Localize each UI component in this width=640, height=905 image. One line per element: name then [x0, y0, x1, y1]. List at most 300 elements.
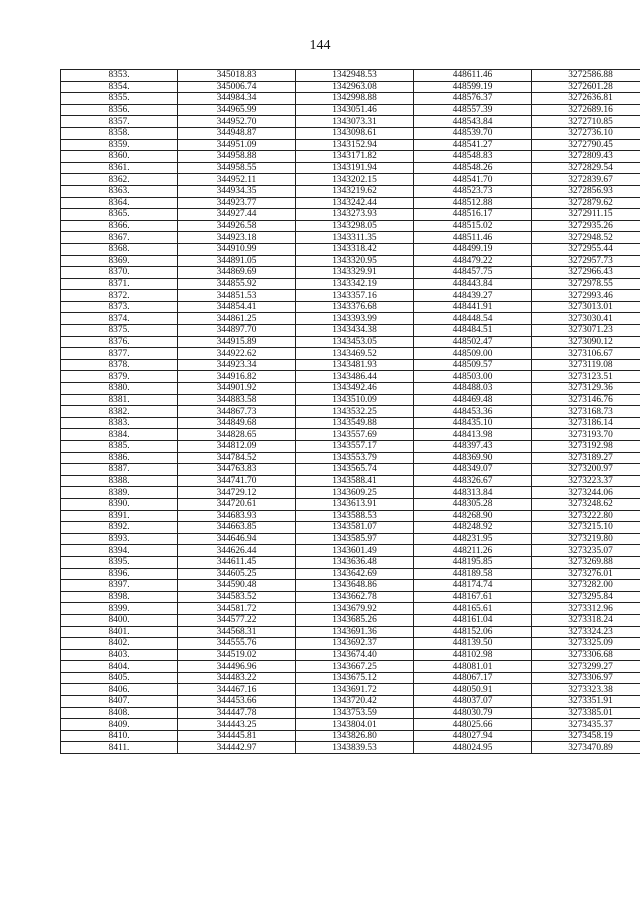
coordinate-cell: 344883.58 — [178, 394, 296, 406]
coordinate-cell: 448443.84 — [414, 278, 532, 290]
coordinate-cell: 344453.66 — [178, 696, 296, 708]
coordinate-cell: 344901.92 — [178, 383, 296, 395]
coordinate-cell: 448488.03 — [414, 383, 532, 395]
coordinate-cell: 3272935.26 — [532, 220, 640, 232]
coordinate-cell: 1343588.41 — [296, 475, 414, 487]
coordinate-cell: 448509.57 — [414, 359, 532, 371]
coordinate-cell: 3272689.16 — [532, 104, 640, 116]
table-row — [61, 556, 640, 568]
point-number-cell: 8365. — [61, 209, 178, 221]
coordinate-cell: 3273215.10 — [532, 522, 640, 534]
table-row — [61, 313, 640, 325]
coordinate-cell: 448543.84 — [414, 116, 532, 128]
coordinate-cell: 344442.97 — [178, 742, 296, 754]
table-row — [61, 290, 640, 302]
table-row — [61, 371, 640, 383]
table-row — [61, 255, 640, 267]
coordinate-cell: 448509.00 — [414, 348, 532, 360]
coordinate-cell: 344555.76 — [178, 638, 296, 650]
coordinate-cell: 448313.84 — [414, 487, 532, 499]
coordinate-cell: 3272911.15 — [532, 209, 640, 221]
coordinate-cell: 3272856.93 — [532, 185, 640, 197]
coordinate-cell: 344948.87 — [178, 127, 296, 139]
point-number-cell: 8396. — [61, 568, 178, 580]
coordinate-cell: 3272966.43 — [532, 267, 640, 279]
coordinate-cell: 344646.94 — [178, 533, 296, 545]
coordinate-cell: 3273189.27 — [532, 452, 640, 464]
coordinate-cell: 1343692.37 — [296, 638, 414, 650]
coordinate-cell: 1343219.62 — [296, 185, 414, 197]
coordinate-cell: 1343839.53 — [296, 742, 414, 754]
table-row — [61, 81, 640, 93]
coordinate-cell: 448516.17 — [414, 209, 532, 221]
table-row — [61, 220, 640, 232]
coordinate-cell: 448511.46 — [414, 232, 532, 244]
coordinate-cell: 448174.74 — [414, 580, 532, 592]
coordinate-cell: 448189.58 — [414, 568, 532, 580]
coordinate-cell: 3272993.46 — [532, 290, 640, 302]
point-number-cell: 8410. — [61, 730, 178, 742]
coordinate-cell: 344496.96 — [178, 661, 296, 673]
coordinate-cell: 448523.73 — [414, 185, 532, 197]
coordinate-cell: 3273385.01 — [532, 707, 640, 719]
point-number-cell: 8404. — [61, 661, 178, 673]
coordinate-cell: 344443.25 — [178, 719, 296, 731]
table-row — [61, 70, 640, 82]
coordinate-cell: 448484.51 — [414, 325, 532, 337]
coordinate-cell: 3273106.67 — [532, 348, 640, 360]
coordinate-cell: 344869.69 — [178, 267, 296, 279]
table-row — [61, 185, 640, 197]
point-number-cell: 8381. — [61, 394, 178, 406]
table-row — [61, 232, 640, 244]
point-number-cell: 8366. — [61, 220, 178, 232]
coordinate-cell: 3273200.97 — [532, 464, 640, 476]
coordinate-cell: 1343191.94 — [296, 162, 414, 174]
coordinate-cell: 3273351.91 — [532, 696, 640, 708]
coordinate-cell: 448557.39 — [414, 104, 532, 116]
coordinate-cell: 3273318.24 — [532, 614, 640, 626]
coordinate-cell: 1342948.53 — [296, 70, 414, 82]
coordinate-cell: 344861.25 — [178, 313, 296, 325]
table-row — [61, 127, 640, 139]
coordinate-cell: 344663.85 — [178, 522, 296, 534]
coordinate-cell: 3273312.96 — [532, 603, 640, 615]
coordinate-cell: 448165.61 — [414, 603, 532, 615]
table-row — [61, 429, 640, 441]
coordinate-cell: 448027.94 — [414, 730, 532, 742]
point-number-cell: 8362. — [61, 174, 178, 186]
coordinate-cell: 3272710.85 — [532, 116, 640, 128]
coordinate-cell: 1343804.01 — [296, 719, 414, 731]
table-row — [61, 359, 640, 371]
coordinate-cell: 344927.44 — [178, 209, 296, 221]
coordinate-cell: 1343242.44 — [296, 197, 414, 209]
point-number-cell: 8378. — [61, 359, 178, 371]
point-number-cell: 8357. — [61, 116, 178, 128]
coordinate-cell: 1343073.31 — [296, 116, 414, 128]
coordinate-cell: 448541.70 — [414, 174, 532, 186]
coordinate-cell: 448599.19 — [414, 81, 532, 93]
coordinate-cell: 3273295.84 — [532, 591, 640, 603]
coordinate-cell: 3273186.14 — [532, 417, 640, 429]
coordinate-cell: 3273223.37 — [532, 475, 640, 487]
page-number: 144 — [309, 38, 331, 53]
point-number-cell: 8397. — [61, 580, 178, 592]
table-row — [61, 719, 640, 731]
coordinate-cell: 344923.77 — [178, 197, 296, 209]
coordinate-cell: 344729.12 — [178, 487, 296, 499]
coordinate-cell: 344952.11 — [178, 174, 296, 186]
point-number-cell: 8356. — [61, 104, 178, 116]
table-row — [61, 614, 640, 626]
table-row — [61, 348, 640, 360]
coordinate-cell: 344922.62 — [178, 348, 296, 360]
coordinate-cell: 1343453.05 — [296, 336, 414, 348]
point-number-cell: 8398. — [61, 591, 178, 603]
coordinate-cell: 3273323.38 — [532, 684, 640, 696]
table-row — [61, 93, 640, 105]
coordinate-cell: 344445.81 — [178, 730, 296, 742]
table-row — [61, 522, 640, 534]
coordinate-cell: 3273470.89 — [532, 742, 640, 754]
point-number-cell: 8359. — [61, 139, 178, 151]
coordinate-cell: 448305.28 — [414, 498, 532, 510]
table-row — [61, 417, 640, 429]
coordinate-cell: 1343667.25 — [296, 661, 414, 673]
point-number-cell: 8383. — [61, 417, 178, 429]
coordinate-cell: 344951.09 — [178, 139, 296, 151]
coordinate-cell: 448152.06 — [414, 626, 532, 638]
point-number-cell: 8400. — [61, 614, 178, 626]
coordinate-cell: 3273235.07 — [532, 545, 640, 557]
coordinate-cell: 3273030.41 — [532, 313, 640, 325]
coordinate-cell: 1343532.25 — [296, 406, 414, 418]
coordinate-cell: 344605.25 — [178, 568, 296, 580]
coordinate-cell: 344849.68 — [178, 417, 296, 429]
table-row — [61, 603, 640, 615]
point-number-cell: 8353. — [61, 70, 178, 82]
coordinate-cell: 1343557.69 — [296, 429, 414, 441]
point-number-cell: 8364. — [61, 197, 178, 209]
coordinate-cell: 1343691.36 — [296, 626, 414, 638]
coordinate-cell: 448024.95 — [414, 742, 532, 754]
point-number-cell: 8369. — [61, 255, 178, 267]
coordinate-cell: 3273269.88 — [532, 556, 640, 568]
coordinate-cell: 1343171.82 — [296, 151, 414, 163]
coordinate-cell: 3273282.00 — [532, 580, 640, 592]
point-number-cell: 8376. — [61, 336, 178, 348]
coordinate-cell: 3273219.80 — [532, 533, 640, 545]
coordinate-cell: 1342963.08 — [296, 81, 414, 93]
coordinate-cell: 1343273.93 — [296, 209, 414, 221]
coordinate-cell: 1343613.91 — [296, 498, 414, 510]
point-number-cell: 8355. — [61, 93, 178, 105]
coordinate-cell: 3273129.36 — [532, 383, 640, 395]
coordinate-cell: 344965.99 — [178, 104, 296, 116]
coordinate-cell: 3272879.62 — [532, 197, 640, 209]
table-row — [61, 742, 640, 754]
coordinate-cell: 1343674.40 — [296, 649, 414, 661]
coordinate-cell: 344581.72 — [178, 603, 296, 615]
table-row — [61, 452, 640, 464]
point-number-cell: 8389. — [61, 487, 178, 499]
coordinate-cell: 3273071.23 — [532, 325, 640, 337]
coordinate-cell: 448231.95 — [414, 533, 532, 545]
coordinate-cell: 1342998.88 — [296, 93, 414, 105]
coordinate-cell: 448512.88 — [414, 197, 532, 209]
coordinate-cell: 344958.55 — [178, 162, 296, 174]
coordinate-cell: 448081.01 — [414, 661, 532, 673]
coordinate-cell: 3272601.28 — [532, 81, 640, 93]
coordinate-cell: 1343642.69 — [296, 568, 414, 580]
table-row — [61, 278, 640, 290]
table-row — [61, 568, 640, 580]
coordinate-cell: 448349.07 — [414, 464, 532, 476]
coordinate-cell: 1343492.46 — [296, 383, 414, 395]
table-row — [61, 336, 640, 348]
point-number-cell: 8388. — [61, 475, 178, 487]
coordinate-cell: 3273306.68 — [532, 649, 640, 661]
coordinate-cell: 344568.31 — [178, 626, 296, 638]
coordinate-cell: 448448.54 — [414, 313, 532, 325]
coordinate-cell: 344763.83 — [178, 464, 296, 476]
coordinate-cell: 1343318.42 — [296, 243, 414, 255]
coordinate-cell: 344626.44 — [178, 545, 296, 557]
coordinate-cell: 448457.75 — [414, 267, 532, 279]
table-row — [61, 139, 640, 151]
point-number-cell: 8367. — [61, 232, 178, 244]
coordinate-cell: 1343685.26 — [296, 614, 414, 626]
point-number-cell: 8363. — [61, 185, 178, 197]
table-row — [61, 464, 640, 476]
coordinate-cell: 344916.82 — [178, 371, 296, 383]
coordinate-cell: 448369.90 — [414, 452, 532, 464]
table-row — [61, 487, 640, 499]
coordinate-cell: 448025.66 — [414, 719, 532, 731]
coordinate-cell: 344519.02 — [178, 649, 296, 661]
coordinate-cell: 1343588.53 — [296, 510, 414, 522]
coordinate-cell: 448548.26 — [414, 162, 532, 174]
coordinate-cell: 344812.09 — [178, 441, 296, 453]
table-row — [61, 406, 640, 418]
coordinate-cell: 3272978.55 — [532, 278, 640, 290]
point-number-cell: 8370. — [61, 267, 178, 279]
coordinate-cell: 448413.98 — [414, 429, 532, 441]
coordinate-cell: 3273146.76 — [532, 394, 640, 406]
coordinate-cell: 344577.22 — [178, 614, 296, 626]
coordinate-cell: 448139.50 — [414, 638, 532, 650]
coordinate-cell: 1343098.61 — [296, 127, 414, 139]
coordinate-cell: 1343553.79 — [296, 452, 414, 464]
coordinate-cell: 448248.92 — [414, 522, 532, 534]
table-row — [61, 580, 640, 592]
coordinate-cell: 1343691.72 — [296, 684, 414, 696]
coordinate-cell: 448439.27 — [414, 290, 532, 302]
point-number-cell: 8380. — [61, 383, 178, 395]
point-number-cell: 8361. — [61, 162, 178, 174]
point-number-cell: 8377. — [61, 348, 178, 360]
point-number-cell: 8409. — [61, 719, 178, 731]
coordinate-cell: 3273325.09 — [532, 638, 640, 650]
coordinate-cell: 1343549.88 — [296, 417, 414, 429]
coordinate-cell: 1343376.68 — [296, 301, 414, 313]
coordinates-table — [60, 69, 640, 754]
table-row — [61, 243, 640, 255]
coordinate-cell: 448502.47 — [414, 336, 532, 348]
coordinate-cell: 1343636.48 — [296, 556, 414, 568]
table-row — [61, 638, 640, 650]
table-row — [61, 301, 640, 313]
point-number-cell: 8401. — [61, 626, 178, 638]
coordinate-cell: 344483.22 — [178, 672, 296, 684]
table-row — [61, 730, 640, 742]
table-row — [61, 162, 640, 174]
coordinate-cell: 3273222.80 — [532, 510, 640, 522]
table-row — [61, 626, 640, 638]
table-row — [61, 174, 640, 186]
coordinate-cell: 344984.34 — [178, 93, 296, 105]
coordinate-cell: 3273013.01 — [532, 301, 640, 313]
table-row — [61, 510, 640, 522]
coordinate-cell: 344891.05 — [178, 255, 296, 267]
coordinate-cell: 344583.52 — [178, 591, 296, 603]
coordinate-cell: 448211.26 — [414, 545, 532, 557]
coordinate-cell: 3273168.73 — [532, 406, 640, 418]
point-number-cell: 8384. — [61, 429, 178, 441]
coordinate-cell: 1343648.86 — [296, 580, 414, 592]
table-row — [61, 151, 640, 163]
coordinate-cell: 3273193.70 — [532, 429, 640, 441]
coordinate-cell: 3272736.10 — [532, 127, 640, 139]
table-row — [61, 325, 640, 337]
point-number-cell: 8405. — [61, 672, 178, 684]
coordinate-cell: 448576.37 — [414, 93, 532, 105]
table-row — [61, 209, 640, 221]
coordinate-cell: 448195.85 — [414, 556, 532, 568]
coordinate-cell: 1343320.95 — [296, 255, 414, 267]
coordinate-cell: 448397.43 — [414, 441, 532, 453]
point-number-cell: 8408. — [61, 707, 178, 719]
coordinate-cell: 344611.45 — [178, 556, 296, 568]
coordinate-cell: 344952.70 — [178, 116, 296, 128]
point-number-cell: 8394. — [61, 545, 178, 557]
coordinate-cell: 1343329.91 — [296, 267, 414, 279]
coordinate-cell: 3273123.51 — [532, 371, 640, 383]
point-number-cell: 8373. — [61, 301, 178, 313]
coordinate-cell: 3273435.37 — [532, 719, 640, 731]
coordinate-cell: 3272948.52 — [532, 232, 640, 244]
point-number-cell: 8399. — [61, 603, 178, 615]
table-row — [61, 441, 640, 453]
coordinate-cell: 344784.52 — [178, 452, 296, 464]
coordinate-cell: 1343581.07 — [296, 522, 414, 534]
coordinate-cell: 345006.74 — [178, 81, 296, 93]
coordinate-cell: 1343510.09 — [296, 394, 414, 406]
table-row — [61, 707, 640, 719]
coordinate-cell: 1343152.94 — [296, 139, 414, 151]
coordinate-cell: 448268.90 — [414, 510, 532, 522]
table-row — [61, 545, 640, 557]
coordinate-cell: 1343753.59 — [296, 707, 414, 719]
coordinate-cell: 344897.70 — [178, 325, 296, 337]
coordinate-cell: 344851.53 — [178, 290, 296, 302]
table-row — [61, 116, 640, 128]
point-number-cell: 8391. — [61, 510, 178, 522]
table-row — [61, 533, 640, 545]
coordinate-cell: 448479.22 — [414, 255, 532, 267]
coordinate-cell: 3272829.54 — [532, 162, 640, 174]
coordinate-cell: 3273306.97 — [532, 672, 640, 684]
coordinate-cell: 344683.93 — [178, 510, 296, 522]
coordinate-cell: 3273119.08 — [532, 359, 640, 371]
table-row — [61, 197, 640, 209]
point-number-cell: 8375. — [61, 325, 178, 337]
coordinate-cell: 345018.83 — [178, 70, 296, 82]
table-row — [61, 591, 640, 603]
point-number-cell: 8393. — [61, 533, 178, 545]
coordinate-cell: 448102.98 — [414, 649, 532, 661]
coordinate-cell: 448539.70 — [414, 127, 532, 139]
point-number-cell: 8406. — [61, 684, 178, 696]
point-number-cell: 8358. — [61, 127, 178, 139]
point-number-cell: 8403. — [61, 649, 178, 661]
coordinate-cell: 448441.91 — [414, 301, 532, 313]
coordinate-cell: 344923.34 — [178, 359, 296, 371]
coordinate-cell: 3273458.19 — [532, 730, 640, 742]
table-row — [61, 672, 640, 684]
coordinate-cell: 1343342.19 — [296, 278, 414, 290]
point-number-cell: 8407. — [61, 696, 178, 708]
coordinate-cell: 344910.99 — [178, 243, 296, 255]
point-number-cell: 8374. — [61, 313, 178, 325]
table-row — [61, 394, 640, 406]
coordinate-cell: 1343202.15 — [296, 174, 414, 186]
coordinate-cell: 1343609.25 — [296, 487, 414, 499]
coordinate-cell: 3273324.23 — [532, 626, 640, 638]
coordinate-cell: 344828.65 — [178, 429, 296, 441]
coordinate-cell: 448030.79 — [414, 707, 532, 719]
coordinate-cell: 344467.16 — [178, 684, 296, 696]
coordinate-cell: 1343481.93 — [296, 359, 414, 371]
table-row — [61, 696, 640, 708]
coordinate-cell: 344855.92 — [178, 278, 296, 290]
coordinate-cell: 448161.04 — [414, 614, 532, 626]
coordinate-cell: 3273090.12 — [532, 336, 640, 348]
coordinate-cell: 1343565.74 — [296, 464, 414, 476]
coordinate-cell: 344854.41 — [178, 301, 296, 313]
point-number-cell: 8411. — [61, 742, 178, 754]
point-number-cell: 8395. — [61, 556, 178, 568]
coordinate-cell: 3273248.62 — [532, 498, 640, 510]
point-number-cell: 8390. — [61, 498, 178, 510]
coordinate-cell: 3273276.01 — [532, 568, 640, 580]
coordinate-cell: 3272955.44 — [532, 243, 640, 255]
coordinate-cell: 3272586.88 — [532, 70, 640, 82]
coordinate-cell: 448541.27 — [414, 139, 532, 151]
coordinate-cell: 344926.58 — [178, 220, 296, 232]
coordinate-cell: 3272636.81 — [532, 93, 640, 105]
coordinate-cell: 3273192.98 — [532, 441, 640, 453]
coordinate-cell: 1343469.52 — [296, 348, 414, 360]
coordinate-cell: 3272839.67 — [532, 174, 640, 186]
point-number-cell: 8360. — [61, 151, 178, 163]
coordinate-cell: 448515.02 — [414, 220, 532, 232]
coordinate-cell: 1343585.97 — [296, 533, 414, 545]
coordinate-cell: 1343662.78 — [296, 591, 414, 603]
coordinates-table-body — [61, 70, 640, 754]
point-number-cell: 8382. — [61, 406, 178, 418]
